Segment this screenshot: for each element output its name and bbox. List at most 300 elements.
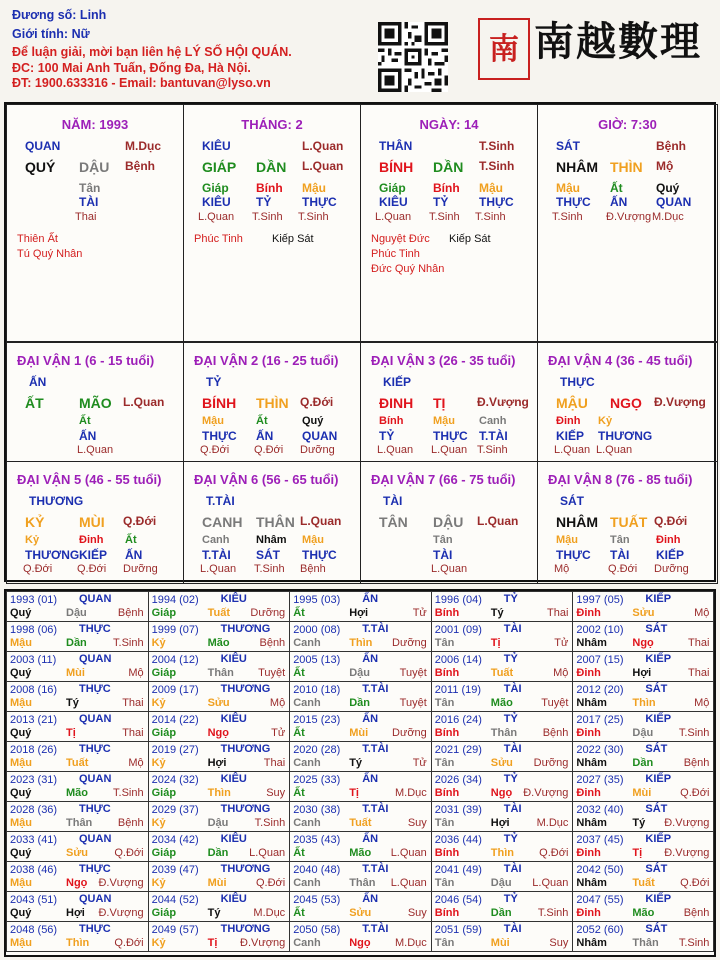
hidden-stage: L.Quan bbox=[198, 211, 235, 223]
year-stage: Bệnh bbox=[117, 817, 144, 829]
year-stage: Tuyệt bbox=[541, 697, 569, 709]
year-label: 1995 (03) bbox=[293, 594, 341, 606]
hidden-stage: L.Quan bbox=[375, 211, 412, 223]
luck-branch: THÂN bbox=[256, 514, 295, 530]
luck-hidden-stem: Ất bbox=[79, 415, 91, 427]
year-cell bbox=[431, 921, 574, 952]
luck-hidden-stage: Q.Đới bbox=[254, 444, 284, 456]
year-stage: Tử bbox=[271, 727, 286, 739]
year-cell bbox=[289, 591, 432, 622]
year-cell bbox=[572, 771, 714, 802]
stem-god: SÁT bbox=[556, 139, 580, 153]
year-stem: Canh bbox=[293, 697, 321, 709]
luck-hidden-stem: Bính bbox=[379, 415, 404, 427]
year-cell bbox=[148, 711, 291, 742]
luck-hidden-god: THỰC bbox=[433, 429, 468, 443]
luck-hidden-stem: Tân bbox=[433, 534, 453, 546]
year-branch: Mão bbox=[66, 787, 88, 799]
hidden-stem: Mậu bbox=[302, 181, 326, 195]
luck-pillar-title: ĐẠI VẬN 2 (16 - 25 tuổi) bbox=[194, 353, 339, 368]
year-stem: Ất bbox=[293, 787, 305, 799]
branch-stage: L.Quan bbox=[302, 159, 344, 173]
luck-god: SÁT bbox=[560, 494, 584, 508]
year-cell bbox=[289, 831, 432, 862]
year-branch: Dần bbox=[207, 847, 229, 859]
luck-hidden-stage: Q.Đới bbox=[608, 563, 638, 575]
year-label: 2048 (56) bbox=[10, 924, 58, 936]
year-god: KIẾP bbox=[645, 833, 672, 845]
yearly-luck-grid bbox=[4, 589, 716, 957]
year-stage: Q.Đới bbox=[114, 937, 144, 949]
year-god: KIÊU bbox=[220, 893, 247, 905]
year-god: QUAN bbox=[79, 653, 112, 665]
luck-god: T.TÀI bbox=[206, 494, 235, 508]
year-god: TÀI bbox=[503, 923, 522, 935]
year-branch: Ngọ bbox=[207, 727, 229, 739]
year-cell bbox=[289, 621, 432, 652]
contact-line: Để luận giải, mời bạn liên hệ LÝ SỐ HỘI QUÁN. bbox=[12, 45, 292, 59]
year-god: THƯƠNG bbox=[220, 623, 271, 635]
year-label: 2014 (22) bbox=[151, 714, 199, 726]
luck-hidden-stage: T.Sinh bbox=[254, 563, 285, 575]
year-stage: M.Dục bbox=[536, 817, 569, 829]
year-label: 2022 (30) bbox=[576, 744, 624, 756]
year-god: SÁT bbox=[645, 743, 668, 755]
year-stage: Thai bbox=[263, 757, 286, 769]
stem-stage: Bệnh bbox=[656, 139, 686, 153]
year-stem: Kỷ bbox=[151, 637, 166, 649]
year-stage: Q.Đới bbox=[255, 877, 286, 889]
year-stem: Tân bbox=[434, 757, 455, 769]
year-stem: Mậu bbox=[10, 877, 32, 889]
luck-hidden-stem: Mậu bbox=[302, 534, 324, 546]
luck-stem: KỶ bbox=[25, 514, 45, 530]
year-label: 2013 (21) bbox=[10, 714, 58, 726]
year-branch: Tị bbox=[632, 847, 643, 859]
year-label: 2008 (16) bbox=[10, 684, 58, 696]
year-stem: Đinh bbox=[576, 667, 601, 679]
year-stage: Suy bbox=[407, 907, 427, 919]
year-cell bbox=[572, 681, 714, 712]
year-stage: Thai bbox=[546, 607, 569, 619]
luck-god: KIẾP bbox=[383, 375, 412, 389]
year-branch: Tuất bbox=[207, 607, 230, 619]
luck-pillar-cell bbox=[183, 342, 361, 462]
year-cell bbox=[572, 621, 714, 652]
year-god: KIÊU bbox=[220, 713, 247, 725]
luck-branch: THÌN bbox=[256, 395, 289, 411]
luck-hidden-god: ẤN bbox=[79, 429, 97, 443]
year-stage: Thai bbox=[122, 727, 144, 739]
year-god: KIẾP bbox=[645, 713, 672, 725]
year-stage: T.Sinh bbox=[678, 937, 710, 949]
luck-pillar-title: ĐẠI VẬN 1 (6 - 15 tuổi) bbox=[17, 353, 155, 368]
year-stage: Bệnh bbox=[259, 637, 286, 649]
year-god: ẤN bbox=[362, 653, 379, 665]
luck-branch: NGỌ bbox=[610, 395, 642, 411]
year-stem: Mậu bbox=[10, 817, 32, 829]
year-stage: Suy bbox=[266, 787, 286, 799]
year-stem: Tân bbox=[434, 817, 455, 829]
year-stem: Tân bbox=[434, 877, 455, 889]
luck-god: THƯƠNG bbox=[29, 494, 84, 508]
luck-stage: Đ.Vượng bbox=[654, 395, 706, 409]
luck-hidden-god: KIẾP bbox=[656, 548, 685, 562]
luck-stem: BÍNH bbox=[202, 395, 237, 411]
year-branch: Hợi bbox=[349, 607, 369, 619]
year-stem: Bính bbox=[434, 667, 460, 679]
year-branch: Hợi bbox=[207, 757, 227, 769]
hidden-god: THỰC bbox=[302, 195, 337, 209]
luck-hidden-stage: Dưỡng bbox=[300, 444, 335, 456]
year-stage: Thai bbox=[687, 667, 710, 679]
luck-hidden-stage: L.Quan bbox=[377, 444, 414, 456]
year-stem: Canh bbox=[293, 637, 321, 649]
year-label: 1993 (01) bbox=[10, 594, 58, 606]
year-god: TỶ bbox=[503, 893, 518, 905]
year-stage: Mộ bbox=[694, 607, 710, 619]
year-label: 2029 (37) bbox=[151, 804, 199, 816]
qr-code-icon bbox=[378, 22, 448, 92]
luck-branch: MÃO bbox=[79, 395, 112, 411]
year-cell bbox=[289, 771, 432, 802]
year-cell bbox=[572, 591, 714, 622]
luck-pillar-cell bbox=[537, 461, 718, 584]
year-god: T.TÀI bbox=[362, 863, 389, 875]
year-god: KIẾP bbox=[645, 893, 672, 905]
year-cell bbox=[289, 651, 432, 682]
year-label: 2024 (32) bbox=[151, 774, 199, 786]
year-label: 2049 (57) bbox=[151, 924, 199, 936]
earthly-branch: DẦN bbox=[433, 159, 464, 175]
year-stage: Bệnh bbox=[683, 907, 710, 919]
luck-branch: MÙI bbox=[79, 514, 105, 530]
year-god: QUAN bbox=[79, 713, 112, 725]
year-stage: Dưỡng bbox=[392, 727, 427, 739]
year-god: ẤN bbox=[362, 893, 379, 905]
luck-branch: TỊ bbox=[433, 395, 446, 411]
year-cell bbox=[431, 681, 574, 712]
luck-pillar-cell bbox=[6, 461, 184, 584]
luck-hidden-god: QUAN bbox=[302, 429, 338, 443]
luck-hidden-stage: Dưỡng bbox=[123, 563, 158, 575]
year-label: 2005 (13) bbox=[293, 654, 341, 666]
year-god: THƯƠNG bbox=[220, 923, 271, 935]
year-god: TỶ bbox=[503, 713, 518, 725]
luck-stage: L.Quan bbox=[300, 514, 342, 528]
luck-hidden-god: KIẾP bbox=[556, 429, 585, 443]
year-label: 2032 (40) bbox=[576, 804, 624, 816]
year-label: 1996 (04) bbox=[434, 594, 482, 606]
year-branch: Dậu bbox=[66, 607, 87, 619]
year-label: 1998 (06) bbox=[10, 624, 58, 636]
year-stage: Mộ bbox=[128, 667, 144, 679]
shen-sha-note: Phúc Tinh bbox=[371, 248, 420, 260]
brand-logo-text: 南越數理 bbox=[534, 18, 702, 65]
luck-hidden-god: THƯƠNG bbox=[25, 548, 80, 562]
luck-stage: L.Quan bbox=[123, 395, 165, 409]
luck-stem: NHÂM bbox=[556, 514, 598, 530]
luck-stem: ĐINH bbox=[379, 395, 414, 411]
luck-hidden-stage: Bệnh bbox=[300, 563, 326, 575]
year-branch: Mùi bbox=[349, 727, 369, 739]
luck-stem: CANH bbox=[202, 514, 243, 530]
year-stage: Mộ bbox=[128, 757, 144, 769]
year-label: 2025 (33) bbox=[293, 774, 341, 786]
luck-hidden-stem: Đinh bbox=[556, 415, 581, 427]
year-god: THƯƠNG bbox=[220, 863, 271, 875]
year-stage: Thai bbox=[687, 637, 710, 649]
year-stage: T.Sinh bbox=[678, 727, 710, 739]
hidden-stem: Mậu bbox=[556, 181, 580, 195]
year-stem: Đinh bbox=[576, 787, 601, 799]
year-branch: Tuất bbox=[490, 667, 514, 679]
year-branch: Sửu bbox=[632, 607, 655, 619]
luck-hidden-stem: Tân bbox=[610, 534, 630, 546]
year-god: TÀI bbox=[503, 803, 522, 815]
year-cell bbox=[289, 861, 432, 892]
luck-pillar-title: ĐẠI VẬN 8 (76 - 85 tuổi) bbox=[548, 472, 693, 487]
luck-hidden-stage: Q.Đới bbox=[200, 444, 230, 456]
year-label: 2028 (36) bbox=[10, 804, 58, 816]
hidden-stem: Mậu bbox=[479, 181, 503, 195]
year-stem: Giáp bbox=[151, 607, 177, 619]
year-label: 2046 (54) bbox=[434, 894, 482, 906]
luck-stage: Q.Đới bbox=[300, 395, 334, 409]
year-stage: Tuyệt bbox=[258, 667, 286, 679]
year-cell bbox=[148, 621, 291, 652]
year-branch: Hợi bbox=[66, 907, 85, 919]
year-stage: Q.Đới bbox=[539, 847, 569, 859]
luck-hidden-god: KIẾP bbox=[79, 548, 108, 562]
year-branch: Mão bbox=[490, 697, 513, 709]
year-cell bbox=[572, 861, 714, 892]
year-cell bbox=[431, 891, 574, 922]
year-branch: Sửu bbox=[349, 907, 372, 919]
year-label: 2012 (20) bbox=[576, 684, 624, 696]
year-stem: Giáp bbox=[151, 787, 177, 799]
year-cell bbox=[148, 651, 291, 682]
year-branch: Dậu bbox=[632, 727, 654, 739]
year-god: THỰC bbox=[79, 803, 111, 815]
year-god: SÁT bbox=[645, 923, 668, 935]
luck-hidden-stage: Q.Đới bbox=[77, 563, 107, 575]
year-cell bbox=[431, 771, 574, 802]
year-god: THỰC bbox=[79, 923, 111, 935]
year-stage: Thai bbox=[122, 697, 144, 709]
year-god: ẤN bbox=[362, 833, 379, 845]
year-label: 2039 (47) bbox=[151, 864, 199, 876]
hidden-stage: Thai bbox=[75, 211, 97, 223]
year-stem: Canh bbox=[293, 937, 321, 949]
pillar-title: NGÀY: 14 bbox=[419, 117, 479, 132]
year-stem: Nhâm bbox=[576, 877, 607, 889]
year-label: 2011 (19) bbox=[434, 684, 482, 696]
year-label: 2031 (39) bbox=[434, 804, 482, 816]
year-label: 2047 (55) bbox=[576, 894, 624, 906]
year-label: 2001 (09) bbox=[434, 624, 482, 636]
year-cell bbox=[572, 741, 714, 772]
year-label: 2006 (14) bbox=[434, 654, 482, 666]
year-stem: Quý bbox=[10, 907, 32, 919]
year-branch: Thân bbox=[632, 937, 659, 949]
year-god: T.TÀI bbox=[362, 803, 389, 815]
earthly-branch: DẦN bbox=[256, 159, 287, 175]
branch-stage: Mộ bbox=[656, 159, 674, 173]
year-label: 2043 (51) bbox=[10, 894, 58, 906]
luck-hidden-stem: Quý bbox=[302, 415, 324, 427]
year-branch: Sửu bbox=[490, 757, 513, 769]
year-branch: Tý bbox=[632, 817, 646, 829]
pillar-title: NĂM: 1993 bbox=[61, 117, 129, 132]
year-god: TÀI bbox=[503, 683, 522, 695]
year-stem: Nhâm bbox=[576, 697, 607, 709]
year-cell bbox=[431, 801, 574, 832]
year-stem: Canh bbox=[293, 817, 321, 829]
year-god: THỰC bbox=[79, 683, 111, 695]
year-label: 2040 (48) bbox=[293, 864, 341, 876]
year-stem: Bính bbox=[434, 847, 460, 859]
luck-stem: TÂN bbox=[379, 514, 408, 530]
year-branch: Thân bbox=[207, 667, 234, 679]
year-cell bbox=[148, 771, 291, 802]
year-cell bbox=[6, 681, 149, 712]
year-cell bbox=[6, 711, 149, 742]
luck-hidden-god: TỶ bbox=[379, 429, 395, 443]
year-stem: Ất bbox=[293, 667, 305, 679]
year-branch: Ngọ bbox=[66, 877, 88, 889]
earthly-branch: THÌN bbox=[610, 159, 643, 175]
year-branch: Tuất bbox=[66, 757, 89, 769]
year-label: 2007 (15) bbox=[576, 654, 624, 666]
subject-gender: Giới tính: Nữ bbox=[12, 26, 90, 41]
stem-stage: L.Quan bbox=[302, 139, 344, 153]
year-label: 2003 (11) bbox=[10, 654, 57, 666]
luck-stage: L.Quan bbox=[477, 514, 519, 528]
heavenly-stem: GIÁP bbox=[202, 159, 237, 175]
year-stem: Ất bbox=[293, 847, 305, 859]
year-stem: Canh bbox=[293, 877, 321, 889]
luck-hidden-stem: Ất bbox=[256, 415, 268, 427]
year-stem: Giáp bbox=[151, 727, 177, 739]
luck-hidden-god: THỰC bbox=[202, 429, 237, 443]
year-label: 2023 (31) bbox=[10, 774, 58, 786]
year-god: QUAN bbox=[79, 893, 112, 905]
year-label: 1994 (02) bbox=[151, 594, 199, 606]
year-label: 2041 (49) bbox=[434, 864, 482, 876]
luck-hidden-god: THỰC bbox=[302, 548, 337, 562]
year-stem: Bính bbox=[434, 787, 460, 799]
luck-hidden-stem: Đinh bbox=[79, 534, 104, 546]
luck-hidden-stem: Kỷ bbox=[25, 534, 40, 546]
year-god: T.TÀI bbox=[362, 743, 389, 755]
year-stage: Tử bbox=[412, 757, 427, 769]
year-god: KIẾP bbox=[645, 593, 672, 605]
year-god: KIÊU bbox=[220, 593, 247, 605]
year-stage: T.Sinh bbox=[113, 637, 144, 649]
year-cell bbox=[431, 861, 574, 892]
address-line: ĐC: 100 Mai Anh Tuấn, Đống Đa, Hà Nội. bbox=[12, 60, 251, 75]
year-stem: Ất bbox=[293, 607, 305, 619]
year-stem: Nhâm bbox=[576, 637, 607, 649]
year-stage: Tử bbox=[412, 607, 427, 619]
year-stage: Đ.Vượng bbox=[240, 937, 286, 949]
luck-god: ẤN bbox=[29, 375, 47, 389]
year-stage: Đ.Vượng bbox=[664, 847, 710, 859]
luck-hidden-stage: L.Quan bbox=[596, 444, 633, 456]
shen-sha-note: Nguyệt Đức bbox=[371, 233, 430, 245]
year-cell bbox=[572, 891, 714, 922]
main-chart-box bbox=[4, 102, 716, 582]
year-stem: Đinh bbox=[576, 847, 601, 859]
year-branch: Dậu bbox=[207, 817, 229, 829]
luck-hidden-god: THỰC bbox=[556, 548, 591, 562]
year-god: T.TÀI bbox=[362, 683, 389, 695]
year-label: 2021 (29) bbox=[434, 744, 482, 756]
year-cell bbox=[148, 891, 291, 922]
year-god: T.TÀI bbox=[362, 623, 389, 635]
hidden-god: KIÊU bbox=[202, 195, 231, 209]
year-god: QUAN bbox=[79, 773, 112, 785]
year-stage: Đ.Vượng bbox=[98, 877, 144, 889]
hidden-god: TÀI bbox=[79, 195, 99, 209]
hidden-stage: T.Sinh bbox=[298, 211, 329, 223]
year-stem: Giáp bbox=[151, 907, 177, 919]
year-stem: Quý bbox=[10, 607, 32, 619]
year-god: TỶ bbox=[503, 653, 518, 665]
seal-stamp: 南 bbox=[478, 18, 530, 80]
year-god: KIÊU bbox=[220, 773, 247, 785]
hidden-stem: Quý bbox=[656, 181, 680, 195]
year-branch: Dần bbox=[632, 757, 654, 769]
luck-branch: TUẤT bbox=[610, 514, 648, 530]
year-cell bbox=[148, 861, 291, 892]
year-stem: Mậu bbox=[10, 757, 32, 769]
year-label: 2020 (28) bbox=[293, 744, 341, 756]
year-branch: Dần bbox=[349, 697, 370, 709]
year-branch: Thân bbox=[490, 727, 518, 739]
year-god: THỰC bbox=[79, 863, 111, 875]
luck-stage: Q.Đới bbox=[654, 514, 688, 528]
year-stage: L.Quan bbox=[249, 847, 286, 859]
year-stage: Dưỡng bbox=[250, 607, 286, 619]
year-stage: T.Sinh bbox=[254, 817, 286, 829]
year-cell bbox=[148, 741, 291, 772]
year-stage: L.Quan bbox=[390, 877, 427, 889]
year-branch: Hợi bbox=[632, 667, 652, 679]
luck-pillar-title: ĐẠI VẬN 4 (36 - 45 tuổi) bbox=[548, 353, 693, 368]
year-stem: Bính bbox=[434, 727, 460, 739]
year-god: KIÊU bbox=[220, 653, 247, 665]
year-cell bbox=[6, 651, 149, 682]
year-branch: Tý bbox=[349, 757, 363, 769]
luck-god: TỶ bbox=[206, 375, 222, 389]
year-god: KIẾP bbox=[645, 653, 672, 665]
luck-pillar-cell bbox=[6, 342, 184, 462]
year-stem: Bính bbox=[434, 607, 460, 619]
luck-pillar-cell bbox=[360, 342, 538, 462]
year-god: TÀI bbox=[503, 863, 522, 875]
year-stem: Kỷ bbox=[151, 817, 166, 829]
year-cell bbox=[6, 771, 149, 802]
year-stage: Bệnh bbox=[117, 607, 144, 619]
year-cell bbox=[572, 651, 714, 682]
hidden-god: THỰC bbox=[479, 195, 514, 209]
year-label: 2052 (60) bbox=[576, 924, 624, 936]
year-stage: Bệnh bbox=[542, 727, 569, 739]
shen-sha-note: Thiên Ất bbox=[17, 233, 58, 245]
year-stem: Ất bbox=[293, 907, 305, 919]
